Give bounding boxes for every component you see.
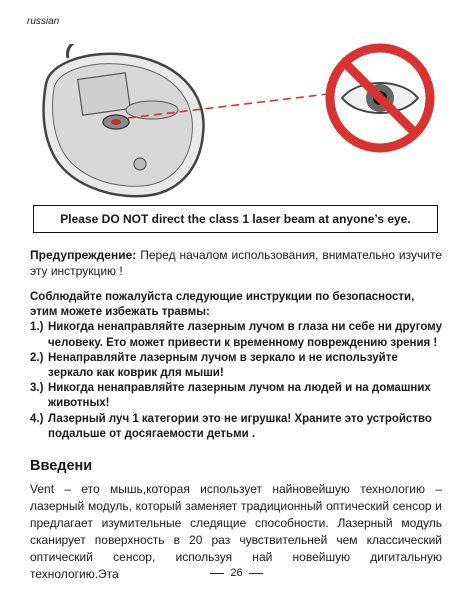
no-eye-prohibition-icon [320, 38, 440, 158]
intro-heading: Введени [30, 458, 93, 474]
safety-item-number: 2.) [30, 351, 44, 364]
usage-warning-text: Перед началом использования, внимательно изучите эту инструкцию ! [30, 248, 442, 278]
usage-warning-paragraph [30, 247, 442, 279]
safety-item-text: Ненаправляйте лазерным лучом в зеркало и не используйте зеркало как коврик для мыши! [48, 351, 398, 380]
safety-item [30, 412, 442, 442]
safety-item [30, 381, 442, 411]
intro-paragraph: Vent – ето мышь,которая использует найновейшую технологию – лазерный модуль, который заменяет традиционный оптический сенсор и предлагает изумительные следящие способности. Лазерный модуль сканирует поверхность в 20 раз чувствительней чем классический оптический сенсор, используя най новейшую дигитальную технологию.Эта [30, 482, 442, 581]
safety-item-number: 4.) [30, 412, 44, 425]
footer-dash-right [249, 573, 263, 574]
usage-warning-label: Предупреждение: [30, 248, 137, 262]
safety-item-text: Никогда ненаправляйте лазерным лучом на людей и на домашних животных! [48, 382, 431, 410]
page-footer [0, 567, 473, 579]
safety-item-number: 3.) [30, 382, 44, 395]
footer-dash-left [210, 573, 224, 574]
page-number: 26 [230, 567, 243, 579]
language-label: russian [27, 16, 60, 27]
safety-item-number: 1.) [30, 321, 44, 334]
safety-list [30, 320, 442, 442]
safety-intro: Соблюдайте пожалуйста следующие инструкции по безопасности, этим можете избежать травмы: [30, 291, 415, 319]
laser-warning-box [33, 205, 438, 233]
safety-instructions [30, 290, 442, 442]
laser-warning-text: Please DO NOT direct the class 1 laser beam at anyone’s eye. [60, 212, 411, 226]
safety-item [30, 351, 442, 381]
safety-item-text: Лазерный луч 1 категории это не игрушка! Храните это устройство подальше от досягаемости детьми . [48, 412, 432, 440]
safety-item-text: Никогда ненаправляйте лазерным лучом в глаза ни себе ни другому человеку. Ето может привести к временному повреждению зрения ! [48, 321, 442, 349]
safety-item [30, 320, 442, 350]
laser-warning-illustration [28, 44, 448, 204]
